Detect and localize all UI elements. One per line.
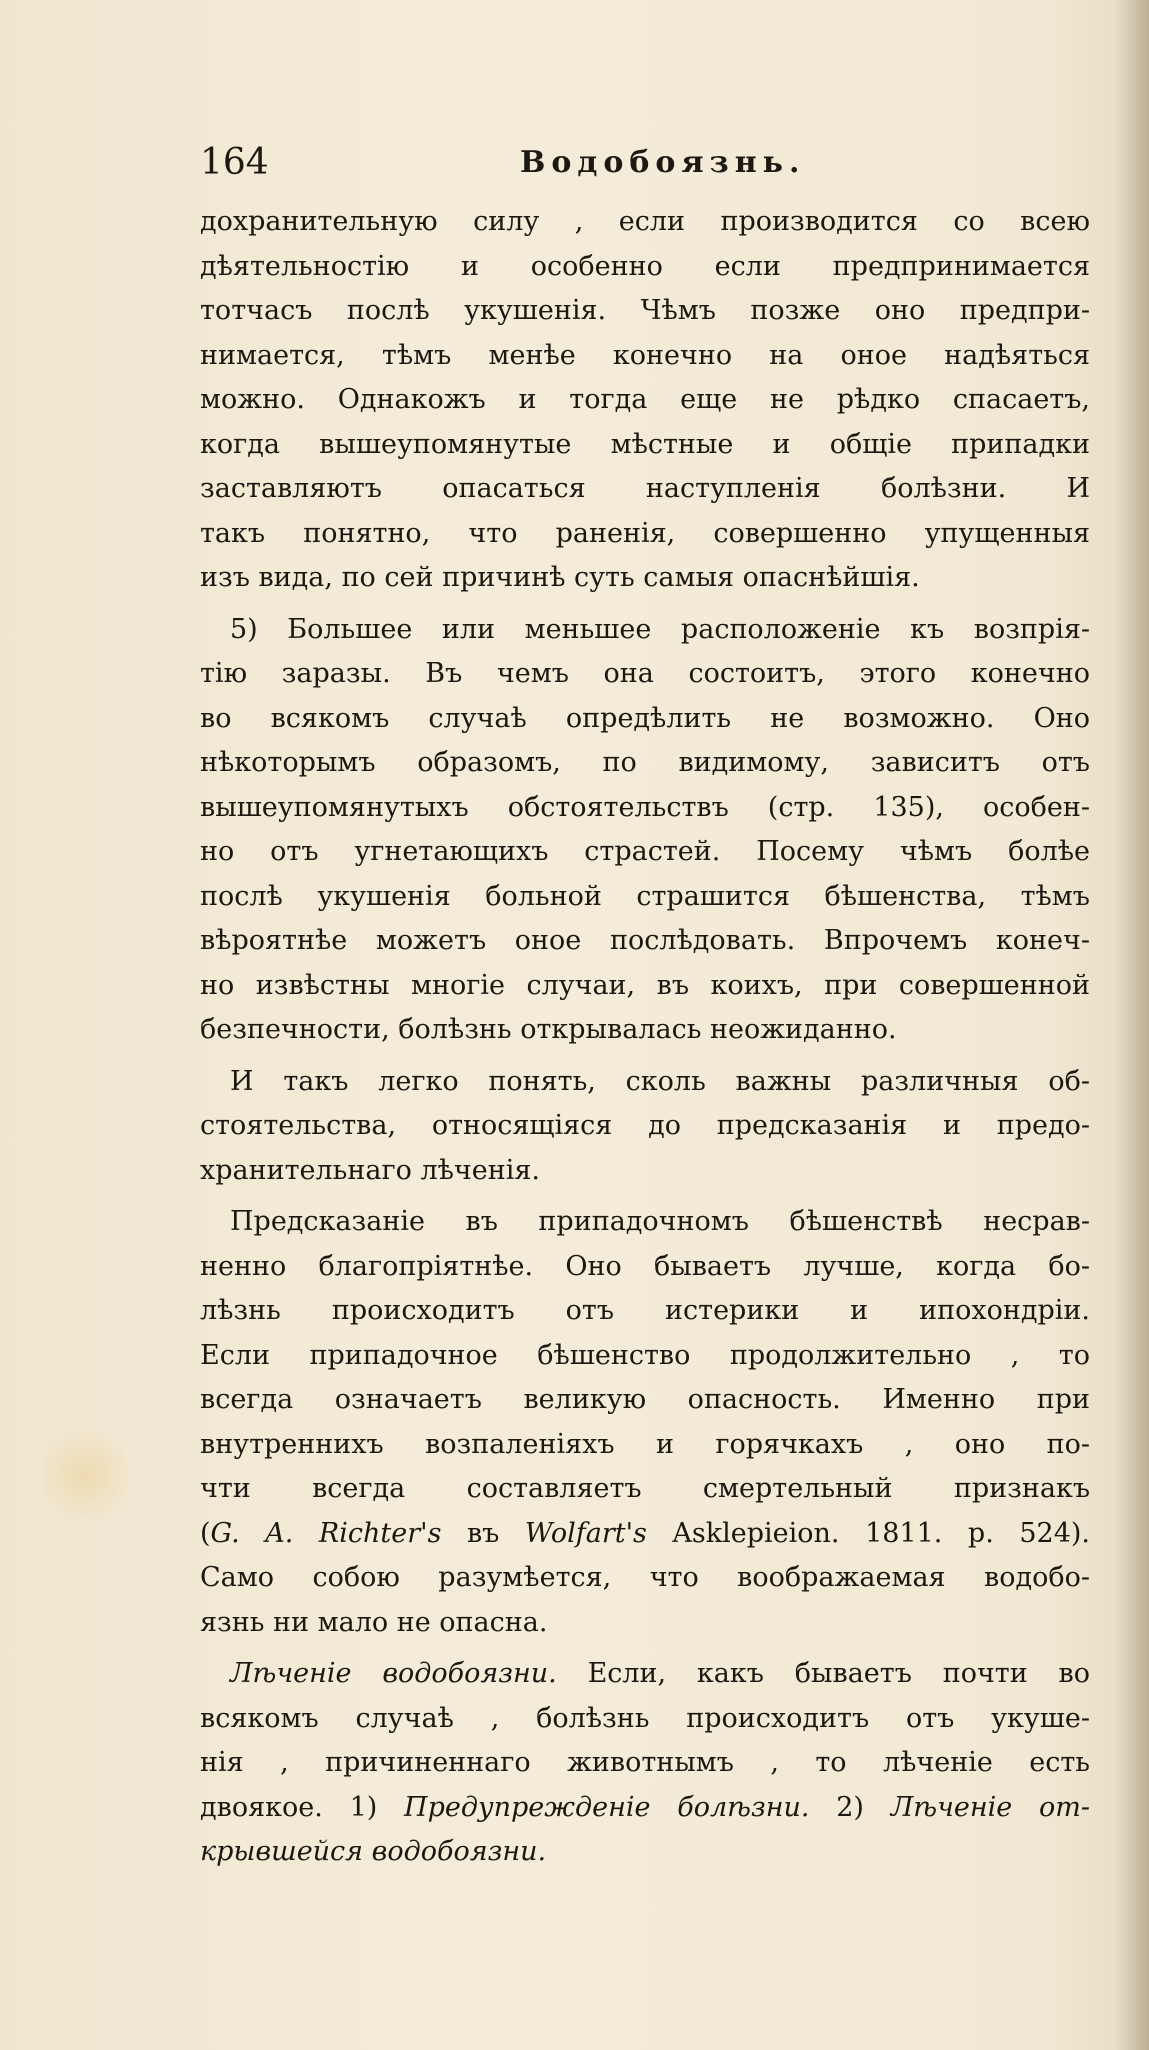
text-line bbox=[200, 423, 1090, 468]
text-line bbox=[200, 1601, 1090, 1646]
text-line bbox=[200, 1245, 1090, 1290]
paragraph-gap bbox=[200, 601, 1090, 608]
text-line bbox=[200, 1060, 1090, 1105]
text-segment: но отъ угнетающихъ страстей. Посему чѣмъ болѣе bbox=[200, 836, 1090, 867]
text-segment: хранительнаго лѣченія. bbox=[200, 1154, 540, 1186]
text-line bbox=[200, 378, 1090, 423]
text-segment: дохранительную силу , если производится со всею bbox=[200, 206, 1090, 237]
text-segment: изъ вида, по сей причинѣ суть самыя опаснѣйшія. bbox=[200, 562, 920, 593]
italic-text: крывшейся водобоязни. bbox=[200, 1836, 547, 1867]
italic-text: Лѣченіе водобоязни. bbox=[230, 1658, 557, 1689]
text-line bbox=[200, 1200, 1090, 1245]
text-line bbox=[200, 1512, 1090, 1557]
text-line bbox=[200, 1104, 1090, 1149]
text-segment: нія , причиненнаго животнымъ , то лѣченіе есть bbox=[200, 1747, 1090, 1778]
text-segment: нимается, тѣмъ менѣе конечно на оное надѣяться bbox=[200, 339, 1090, 371]
text-line bbox=[200, 741, 1090, 786]
text-segment: Если припадочное бѣшенство продолжительно , то bbox=[200, 1339, 1090, 1371]
running-title: Водобоязнь. bbox=[520, 145, 806, 180]
text-segment: заставляютъ опасаться наступленія болѣзни. И bbox=[200, 473, 1090, 504]
text-line bbox=[200, 289, 1090, 334]
text-line bbox=[200, 334, 1090, 379]
text-segment: 5) Большее или меньшее расположеніе къ возпрія- bbox=[230, 613, 1090, 645]
text-line bbox=[200, 652, 1090, 697]
text-segment: ( bbox=[200, 1517, 211, 1549]
text-segment: 2) bbox=[809, 1791, 891, 1823]
text-segment: ненно благопріятнѣе. Оно бываетъ лучше, когда бо- bbox=[200, 1250, 1090, 1282]
text-line bbox=[200, 1378, 1090, 1423]
text-segment: такъ понятно, что раненія, совершенно упущенныя bbox=[200, 517, 1090, 549]
italic-text: Wolfart's bbox=[524, 1517, 647, 1549]
page-header bbox=[200, 138, 1080, 188]
text-line bbox=[200, 1289, 1090, 1334]
text-segment: всякомъ случаѣ , болѣзнь происходитъ отъ укуше- bbox=[200, 1702, 1090, 1734]
text-line bbox=[200, 1697, 1090, 1742]
text-line bbox=[200, 875, 1090, 920]
text-segment: Если, какъ бываетъ почти во bbox=[556, 1658, 1090, 1689]
paragraph-gap bbox=[200, 1053, 1090, 1060]
text-segment: двоякое. 1) bbox=[200, 1791, 405, 1823]
text-segment: вышеупомянутыхъ обстоятельствъ (стр. 135), особен- bbox=[200, 791, 1090, 823]
text-segment: дѣятельностію и особенно если предпринимается bbox=[200, 250, 1090, 282]
text-line bbox=[200, 245, 1090, 290]
page-number: 164 bbox=[200, 142, 269, 183]
text-line bbox=[200, 200, 1090, 245]
text-segment: Asklepieion. 1811. p. 524). bbox=[646, 1517, 1090, 1549]
text-segment: послѣ укушенія больной страшится бѣшенства, тѣмъ bbox=[200, 880, 1090, 912]
text-segment: тотчасъ послѣ укушенія. Чѣмъ позже оно предпри- bbox=[200, 295, 1090, 326]
text-segment: И такъ легко понять, сколь важны различныя об- bbox=[230, 1065, 1090, 1097]
body-text bbox=[200, 200, 1090, 1875]
text-line bbox=[200, 1334, 1090, 1379]
text-line bbox=[200, 919, 1090, 964]
text-segment: можно. Однакожъ и тогда еще не рѣдко спасаетъ, bbox=[200, 384, 1090, 415]
text-segment: Предсказаніе въ припадочномъ бѣшенствѣ несрав- bbox=[230, 1206, 1090, 1237]
text-segment: внутреннихъ возпаленіяхъ и горячкахъ , оно по- bbox=[200, 1428, 1090, 1460]
text-line bbox=[200, 1423, 1090, 1468]
text-segment: безпечности, болѣзнь открывалась неожиданно. bbox=[200, 1014, 897, 1045]
text-segment: Само собою разумѣется, что воображаемая водобо- bbox=[200, 1562, 1090, 1593]
text-line bbox=[200, 1786, 1090, 1831]
text-segment: во всякомъ случаѣ опредѣлить не возможно. Оно bbox=[200, 702, 1090, 734]
page-edge-shadow bbox=[1115, 0, 1149, 2050]
text-segment: тію заразы. Въ чемъ она состоитъ, этого конечно bbox=[200, 658, 1090, 689]
text-segment: вѣроятнѣе можетъ оное послѣдовать. Впрочемъ конеч- bbox=[200, 925, 1090, 956]
italic-text: G. A. Richter's bbox=[210, 1517, 442, 1549]
text-line bbox=[200, 1652, 1090, 1697]
text-segment: язнь ни мало не опасна. bbox=[200, 1606, 548, 1638]
text-line bbox=[200, 1149, 1090, 1194]
text-segment: нѣкоторымъ образомъ, по видимому, зависитъ отъ bbox=[200, 747, 1090, 778]
text-line bbox=[200, 830, 1090, 875]
paragraph-gap bbox=[200, 1645, 1090, 1652]
text-segment: лѣзнь происходитъ отъ истерики и ипохондріи. bbox=[200, 1295, 1090, 1326]
text-line bbox=[200, 467, 1090, 512]
text-line bbox=[200, 697, 1090, 742]
text-line bbox=[200, 512, 1090, 557]
text-segment: всегда означаетъ великую опасность. Именно при bbox=[200, 1384, 1090, 1415]
paragraph-gap bbox=[200, 1193, 1090, 1200]
text-line bbox=[200, 1008, 1090, 1053]
text-segment: но извѣстны многіе случаи, въ коихъ, при совершенной bbox=[200, 969, 1090, 1001]
text-segment: чти всегда составляетъ смертельный признакъ bbox=[200, 1473, 1090, 1504]
italic-text: Лѣченіе от- bbox=[890, 1791, 1090, 1823]
text-line bbox=[200, 556, 1090, 601]
text-segment: когда вышеупомянутые мѣстные и общіе припадки bbox=[200, 428, 1090, 460]
text-line bbox=[200, 1556, 1090, 1601]
text-line bbox=[200, 1467, 1090, 1512]
text-segment: стоятельства, относящіяся до предсказанія и предо- bbox=[200, 1110, 1090, 1141]
text-line bbox=[200, 964, 1090, 1009]
paper-stain bbox=[40, 1420, 130, 1530]
text-segment: въ bbox=[441, 1517, 525, 1549]
text-line bbox=[200, 608, 1090, 653]
text-line bbox=[200, 1741, 1090, 1786]
italic-text: Предупрежденіе болѣзни. bbox=[404, 1791, 810, 1823]
text-line bbox=[200, 786, 1090, 831]
text-line bbox=[200, 1830, 1090, 1875]
